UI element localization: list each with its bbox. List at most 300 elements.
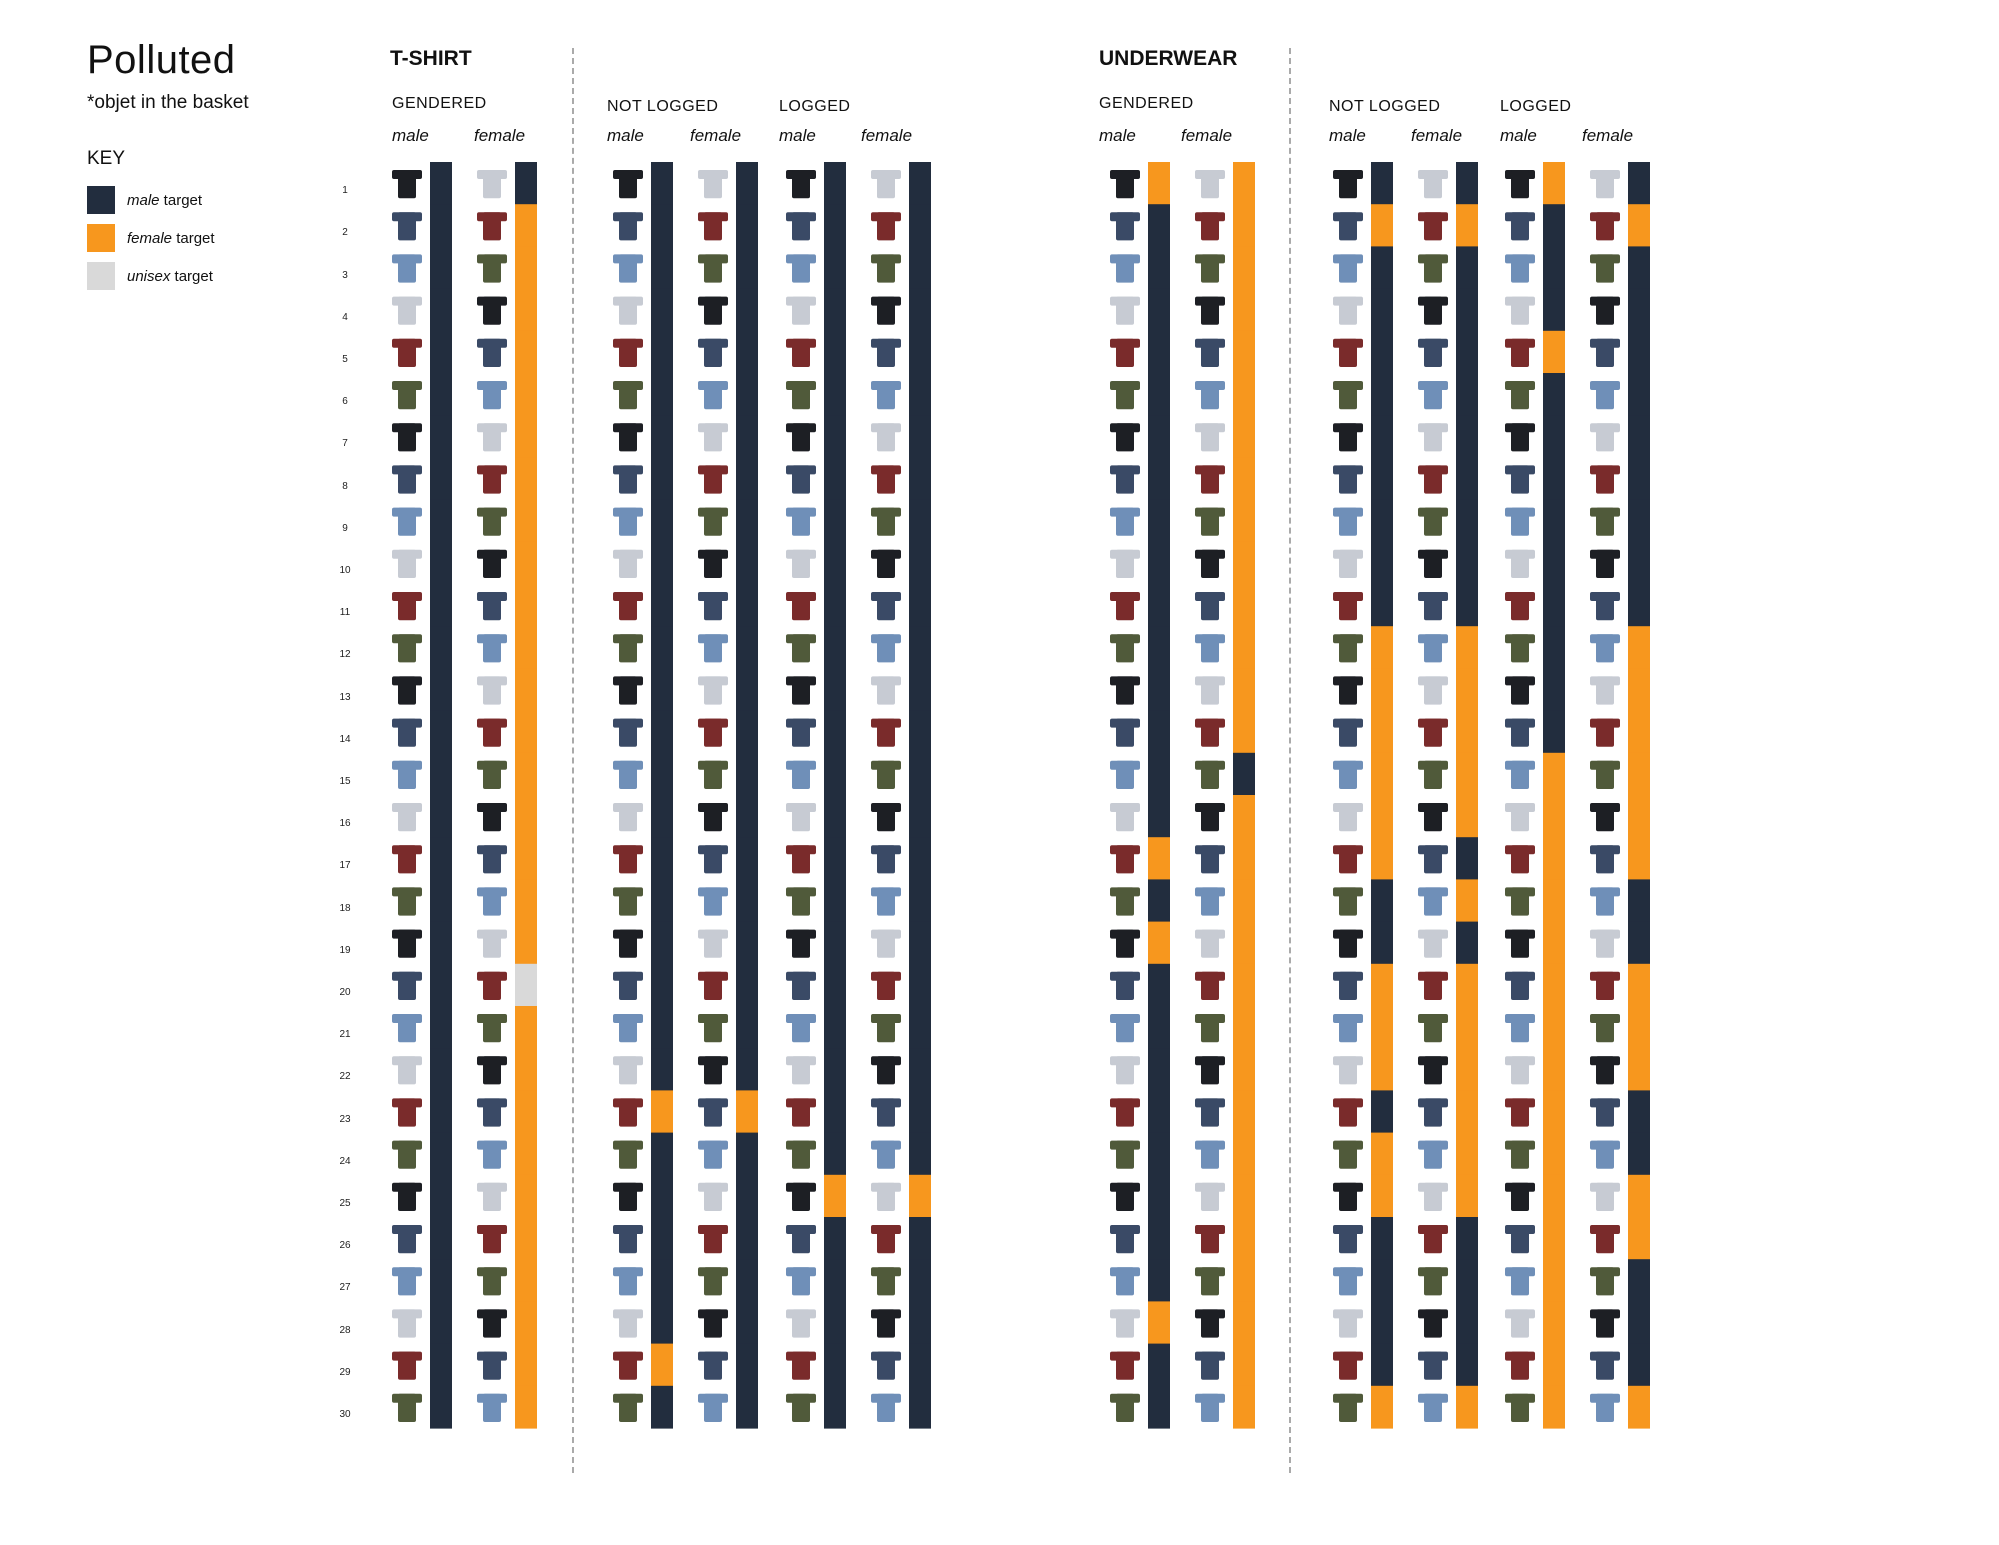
product-thumbnail <box>871 1267 901 1295</box>
product-thumbnail <box>1590 1098 1620 1126</box>
product-thumbnail <box>698 930 728 958</box>
product-thumbnail <box>698 676 728 704</box>
product-thumbnail <box>613 465 643 493</box>
target-cell <box>515 204 537 247</box>
target-cell <box>824 204 846 247</box>
product-thumbnail <box>1333 1309 1363 1337</box>
product-thumbnail <box>613 1014 643 1042</box>
target-cell <box>1371 1090 1393 1133</box>
target-cell <box>1371 246 1393 289</box>
product-thumbnail <box>477 930 507 958</box>
product-thumbnail <box>1110 170 1140 198</box>
target-cell <box>515 1090 537 1133</box>
product-thumbnail <box>477 170 507 198</box>
product-thumbnail <box>1505 212 1535 240</box>
target-cell <box>1233 922 1255 965</box>
row-number: 19 <box>339 944 351 956</box>
product-thumbnail <box>392 1141 422 1169</box>
target-cell <box>1456 711 1478 754</box>
target-cell <box>824 668 846 711</box>
target-cell <box>1628 584 1650 627</box>
product-thumbnail <box>1418 1309 1448 1337</box>
product-thumbnail <box>1110 803 1140 831</box>
target-cell <box>430 1344 452 1387</box>
col-label-tshirt-gendered-male: male <box>392 126 429 145</box>
target-cell <box>430 1259 452 1302</box>
section-title-underwear: UNDERWEAR <box>1099 47 1238 70</box>
product-thumbnail <box>871 550 901 578</box>
target-cell <box>1628 1048 1650 1091</box>
target-cell <box>1628 753 1650 796</box>
target-cell <box>1456 457 1478 500</box>
target-cell <box>824 626 846 669</box>
target-cell <box>1148 1090 1170 1133</box>
target-cell <box>1543 457 1565 500</box>
target-cell <box>1233 457 1255 500</box>
target-cell <box>824 1006 846 1049</box>
product-thumbnail <box>392 1014 422 1042</box>
target-cell <box>1456 331 1478 374</box>
target-cell <box>1628 837 1650 880</box>
target-cell <box>1543 1090 1565 1133</box>
target-cell <box>1456 542 1478 585</box>
product-thumbnail <box>1333 423 1363 451</box>
target-cell <box>1371 1259 1393 1302</box>
product-thumbnail <box>786 1098 816 1126</box>
product-thumbnail <box>786 508 816 536</box>
target-cell <box>515 1048 537 1091</box>
product-thumbnail <box>1110 465 1140 493</box>
product-thumbnail <box>698 592 728 620</box>
product-thumbnail <box>1590 676 1620 704</box>
target-cell <box>1628 964 1650 1007</box>
target-cell <box>1628 1133 1650 1176</box>
product-thumbnail <box>477 1141 507 1169</box>
target-cell <box>515 1259 537 1302</box>
product-thumbnail <box>477 972 507 1000</box>
target-cell <box>1148 415 1170 458</box>
row-number: 24 <box>339 1155 351 1167</box>
target-cell <box>1628 922 1650 965</box>
target-cell <box>1628 1175 1650 1218</box>
target-cell <box>1233 1133 1255 1176</box>
target-cell <box>1543 1344 1565 1387</box>
target-cell <box>1371 879 1393 922</box>
row-number: 13 <box>339 691 351 703</box>
target-cell <box>1628 500 1650 543</box>
target-cell <box>736 457 758 500</box>
target-cell <box>1233 246 1255 289</box>
product-thumbnail <box>1590 845 1620 873</box>
target-cell <box>824 246 846 289</box>
product-thumbnail <box>1195 1352 1225 1380</box>
product-thumbnail <box>1195 676 1225 704</box>
row-number: 26 <box>339 1240 351 1252</box>
product-thumbnail <box>477 508 507 536</box>
product-thumbnail <box>613 1394 643 1422</box>
target-cell <box>1148 542 1170 585</box>
row-number: 9 <box>342 522 348 534</box>
product-thumbnail <box>1418 508 1448 536</box>
target-cell <box>1456 837 1478 880</box>
target-cell <box>1233 500 1255 543</box>
target-cell <box>430 1006 452 1049</box>
target-cell <box>909 1090 931 1133</box>
target-cell <box>651 500 673 543</box>
product-thumbnail <box>871 254 901 282</box>
target-cell <box>1456 668 1478 711</box>
target-cell <box>515 922 537 965</box>
target-cell <box>1543 711 1565 754</box>
target-cell <box>909 711 931 754</box>
target-cell <box>1543 1175 1565 1218</box>
product-thumbnail <box>613 803 643 831</box>
target-cell <box>1371 668 1393 711</box>
product-thumbnail <box>871 212 901 240</box>
product-thumbnail <box>786 1141 816 1169</box>
product-thumbnail <box>1505 634 1535 662</box>
target-cell <box>651 1386 673 1429</box>
target-cell <box>909 584 931 627</box>
target-cell <box>515 1133 537 1176</box>
target-cell <box>515 964 537 1007</box>
target-cell <box>1628 711 1650 754</box>
product-thumbnail <box>613 1183 643 1211</box>
target-cell <box>824 1048 846 1091</box>
target-cell <box>1233 1090 1255 1133</box>
product-thumbnail <box>1590 550 1620 578</box>
product-thumbnail <box>871 423 901 451</box>
product-thumbnail <box>1505 1183 1535 1211</box>
target-cell <box>1456 1301 1478 1344</box>
target-cell <box>1148 837 1170 880</box>
product-thumbnail <box>613 887 643 915</box>
target-cell <box>1456 1386 1478 1429</box>
product-thumbnail <box>613 930 643 958</box>
target-cell <box>736 1344 758 1387</box>
product-thumbnail <box>1418 634 1448 662</box>
target-cell <box>430 331 452 374</box>
product-thumbnail <box>1333 1141 1363 1169</box>
target-cell <box>824 1090 846 1133</box>
target-cell <box>651 331 673 374</box>
row-number: 5 <box>342 354 348 365</box>
target-cell <box>909 457 931 500</box>
target-cell <box>1148 879 1170 922</box>
product-thumbnail <box>1110 423 1140 451</box>
target-cell <box>651 1344 673 1387</box>
product-thumbnail <box>613 1267 643 1295</box>
product-thumbnail <box>392 508 422 536</box>
product-thumbnail <box>477 423 507 451</box>
product-thumbnail <box>1110 972 1140 1000</box>
row-number: 22 <box>339 1071 351 1083</box>
product-thumbnail <box>1590 423 1620 451</box>
product-thumbnail <box>1505 930 1535 958</box>
product-thumbnail <box>871 1394 901 1422</box>
target-cell <box>1233 373 1255 416</box>
target-cell <box>1233 1048 1255 1091</box>
target-cell <box>736 1006 758 1049</box>
target-cell <box>1371 1217 1393 1260</box>
target-cell <box>736 1301 758 1344</box>
product-thumbnail <box>1590 1352 1620 1380</box>
product-thumbnail <box>613 719 643 747</box>
row-number: 23 <box>339 1113 351 1125</box>
product-thumbnail <box>1110 1141 1140 1169</box>
target-cell <box>651 1259 673 1302</box>
product-thumbnail <box>392 254 422 282</box>
target-cell <box>909 1301 931 1344</box>
product-thumbnail <box>786 1352 816 1380</box>
product-thumbnail <box>871 1183 901 1211</box>
row-number: 28 <box>339 1324 351 1336</box>
product-thumbnail <box>698 1056 728 1084</box>
product-thumbnail <box>1590 803 1620 831</box>
target-cell <box>430 668 452 711</box>
product-thumbnail <box>871 508 901 536</box>
product-thumbnail <box>1195 254 1225 282</box>
product-thumbnail <box>1505 508 1535 536</box>
product-thumbnail <box>1333 1014 1363 1042</box>
product-thumbnail <box>698 297 728 325</box>
product-thumbnail <box>392 803 422 831</box>
product-thumbnail <box>1418 297 1448 325</box>
product-thumbnail <box>392 1309 422 1337</box>
target-cell <box>736 542 758 585</box>
product-thumbnail <box>1195 592 1225 620</box>
product-thumbnail <box>392 1183 422 1211</box>
product-thumbnail <box>698 339 728 367</box>
product-thumbnail <box>477 1394 507 1422</box>
target-cell <box>909 1386 931 1429</box>
row-number: 17 <box>339 860 351 872</box>
product-thumbnail <box>1418 1056 1448 1084</box>
target-cell <box>430 289 452 332</box>
target-cell <box>1456 1344 1478 1387</box>
target-cell <box>430 415 452 458</box>
target-cell <box>824 964 846 1007</box>
product-thumbnail <box>1418 1394 1448 1422</box>
product-thumbnail <box>1333 1098 1363 1126</box>
target-cell <box>1148 1175 1170 1218</box>
product-thumbnail <box>786 1267 816 1295</box>
product-thumbnail <box>477 381 507 409</box>
product-thumbnail <box>1505 803 1535 831</box>
target-cell <box>1371 1344 1393 1387</box>
product-thumbnail <box>871 1309 901 1337</box>
target-cell <box>736 922 758 965</box>
target-cell <box>1233 1386 1255 1429</box>
target-cell <box>515 879 537 922</box>
target-cell <box>430 162 452 205</box>
target-cell <box>1628 1344 1650 1387</box>
target-cell <box>651 795 673 838</box>
target-cell <box>430 795 452 838</box>
target-cell <box>909 246 931 289</box>
product-thumbnail <box>1418 212 1448 240</box>
product-thumbnail <box>1195 719 1225 747</box>
target-cell <box>1371 1006 1393 1049</box>
target-cell <box>430 753 452 796</box>
product-thumbnail <box>1195 1141 1225 1169</box>
product-thumbnail <box>392 1098 422 1126</box>
target-cell <box>736 1259 758 1302</box>
target-cell <box>430 964 452 1007</box>
target-cell <box>1543 1048 1565 1091</box>
target-cell <box>1233 1259 1255 1302</box>
col-label-tshirt-gendered-female: female <box>474 126 526 145</box>
product-thumbnail <box>1590 1309 1620 1337</box>
target-cell <box>1456 795 1478 838</box>
target-cell <box>1456 246 1478 289</box>
target-cell <box>1543 584 1565 627</box>
product-thumbnail <box>1333 1352 1363 1380</box>
target-cell <box>1456 879 1478 922</box>
target-cell <box>1148 1048 1170 1091</box>
target-cell <box>1148 1344 1170 1387</box>
product-thumbnail <box>392 887 422 915</box>
product-thumbnail <box>613 1309 643 1337</box>
target-cell <box>430 837 452 880</box>
subtitle: *objet in the basket <box>87 92 249 113</box>
product-thumbnail <box>613 1098 643 1126</box>
target-cell <box>909 415 931 458</box>
row-number: 1 <box>342 185 348 197</box>
target-cell <box>909 542 931 585</box>
target-cell <box>1543 246 1565 289</box>
product-thumbnail <box>1418 465 1448 493</box>
product-thumbnail <box>1195 761 1225 789</box>
product-thumbnail <box>1333 761 1363 789</box>
product-thumbnail <box>1195 423 1225 451</box>
product-thumbnail <box>786 1309 816 1337</box>
product-thumbnail <box>786 1014 816 1042</box>
target-cell <box>1148 373 1170 416</box>
product-thumbnail <box>1195 845 1225 873</box>
target-cell <box>1371 289 1393 332</box>
product-thumbnail <box>786 1183 816 1211</box>
product-thumbnail <box>1195 1267 1225 1295</box>
product-thumbnail <box>477 803 507 831</box>
target-cell <box>1148 331 1170 374</box>
product-thumbnail <box>698 803 728 831</box>
target-cell <box>1371 331 1393 374</box>
product-thumbnail <box>1590 339 1620 367</box>
target-cell <box>736 373 758 416</box>
target-cell <box>515 331 537 374</box>
target-cell <box>1456 1006 1478 1049</box>
target-cell <box>1543 668 1565 711</box>
product-thumbnail <box>786 761 816 789</box>
product-thumbnail <box>1195 803 1225 831</box>
product-thumbnail <box>477 887 507 915</box>
target-cell <box>430 1133 452 1176</box>
target-cell <box>1543 373 1565 416</box>
target-cell <box>1628 542 1650 585</box>
target-cell <box>651 373 673 416</box>
product-thumbnail <box>613 761 643 789</box>
target-cell <box>651 1090 673 1133</box>
product-thumbnail <box>477 592 507 620</box>
product-thumbnail <box>698 254 728 282</box>
product-thumbnail <box>1418 423 1448 451</box>
product-thumbnail <box>613 297 643 325</box>
product-thumbnail <box>613 212 643 240</box>
product-thumbnail <box>698 1141 728 1169</box>
target-cell <box>1148 1259 1170 1302</box>
target-cell <box>1543 415 1565 458</box>
product-thumbnail <box>1505 972 1535 1000</box>
target-cell <box>1233 162 1255 205</box>
target-cell <box>1148 584 1170 627</box>
target-cell <box>1628 1386 1650 1429</box>
product-thumbnail <box>871 1141 901 1169</box>
target-cell <box>430 1217 452 1260</box>
target-cell <box>1628 373 1650 416</box>
product-thumbnail <box>1195 339 1225 367</box>
product-thumbnail <box>613 1225 643 1253</box>
product-thumbnail <box>1505 550 1535 578</box>
target-cell <box>909 162 931 205</box>
product-thumbnail <box>392 550 422 578</box>
product-thumbnail <box>1333 719 1363 747</box>
product-thumbnail <box>477 550 507 578</box>
product-thumbnail <box>1333 845 1363 873</box>
product-thumbnail <box>871 803 901 831</box>
product-thumbnail <box>1333 297 1363 325</box>
target-cell <box>736 964 758 1007</box>
target-cell <box>1628 668 1650 711</box>
product-thumbnail <box>698 1309 728 1337</box>
product-thumbnail <box>1333 465 1363 493</box>
target-cell <box>736 415 758 458</box>
target-cell <box>909 626 931 669</box>
target-cell <box>1456 289 1478 332</box>
product-thumbnail <box>1590 887 1620 915</box>
target-cell <box>1371 837 1393 880</box>
target-cell <box>824 922 846 965</box>
target-cell <box>515 457 537 500</box>
product-thumbnail <box>786 339 816 367</box>
target-cell <box>736 626 758 669</box>
target-cell <box>430 246 452 289</box>
target-cell <box>736 204 758 247</box>
target-cell <box>909 1133 931 1176</box>
product-thumbnail <box>1505 887 1535 915</box>
target-cell <box>515 1344 537 1387</box>
product-thumbnail <box>1418 1098 1448 1126</box>
target-cell <box>1233 626 1255 669</box>
product-thumbnail <box>698 550 728 578</box>
target-cell <box>824 1386 846 1429</box>
product-thumbnail <box>698 212 728 240</box>
key-label-male-rest: target <box>159 191 203 209</box>
target-cell <box>1233 1006 1255 1049</box>
row-number: 7 <box>342 438 348 450</box>
product-thumbnail <box>1590 1014 1620 1042</box>
product-thumbnail <box>1505 1014 1535 1042</box>
product-thumbnail <box>698 1098 728 1126</box>
target-cell <box>1233 584 1255 627</box>
target-cell <box>1233 795 1255 838</box>
product-thumbnail <box>1333 170 1363 198</box>
target-cell <box>515 542 537 585</box>
product-thumbnail <box>1418 1267 1448 1295</box>
target-cell <box>909 795 931 838</box>
product-thumbnail <box>698 508 728 536</box>
product-thumbnail <box>871 761 901 789</box>
